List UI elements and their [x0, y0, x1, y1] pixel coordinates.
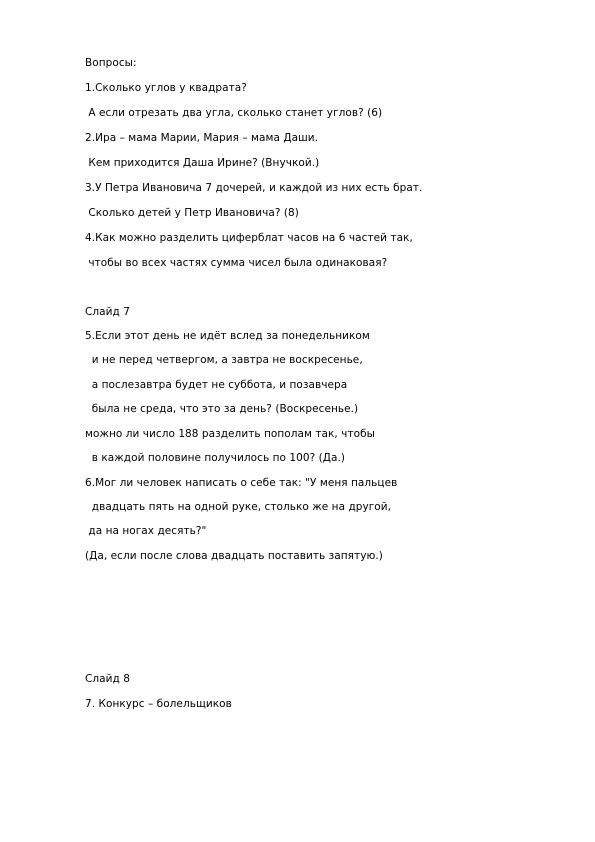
section-heading-slide-7: Слайд 7: [85, 306, 130, 318]
text-line: была не среда, что это за день? (Воскресенье.): [85, 403, 359, 415]
text-line: а послезавтра будет не суббота, и позавчера: [85, 379, 348, 391]
section-heading-slide-8: Слайд 8: [85, 673, 130, 685]
text-line: 7. Конкурс – болельщиков: [85, 698, 232, 710]
text-line: двадцать пять на одной руке, столько же на другой,: [85, 501, 392, 513]
text-line: и не перед четвергом, а завтра не воскресенье,: [85, 354, 363, 366]
text-line: да на ногах десять?": [85, 525, 207, 537]
text-line: 6.Мог ли человек написать о себе так: "У меня пальцев: [85, 477, 398, 489]
text-line: А если отрезать два угла, сколько станет углов? (6): [85, 107, 383, 119]
text-line: 2.Ира – мама Марии, Мария – мама Даши.: [85, 132, 319, 144]
text-line: можно ли число 188 разделить пополам так, чтобы: [85, 428, 375, 440]
text-line: Сколько детей у Петр Ивановича? (8): [85, 207, 299, 219]
section-heading-questions: Вопросы:: [85, 57, 137, 69]
text-line: 3.У Петра Ивановича 7 дочерей, и каждой из них есть брат.: [85, 182, 423, 194]
text-line: в каждой половине получилось по 100? (Да.): [85, 452, 346, 464]
text-line: Кем приходится Даша Ирине? (Внучкой.): [85, 157, 320, 169]
text-line: (Да, если после слова двадцать поставить запятую.): [85, 550, 383, 562]
text-line: 5.Если этот день не идёт вслед за понедельником: [85, 330, 370, 342]
text-line: 4.Как можно разделить циферблат часов на 6 частей так,: [85, 232, 413, 244]
text-line: чтобы во всех частях сумма чисел была одинаковая?: [85, 257, 388, 269]
text-line: 1.Сколько углов у квадрата?: [85, 82, 247, 94]
